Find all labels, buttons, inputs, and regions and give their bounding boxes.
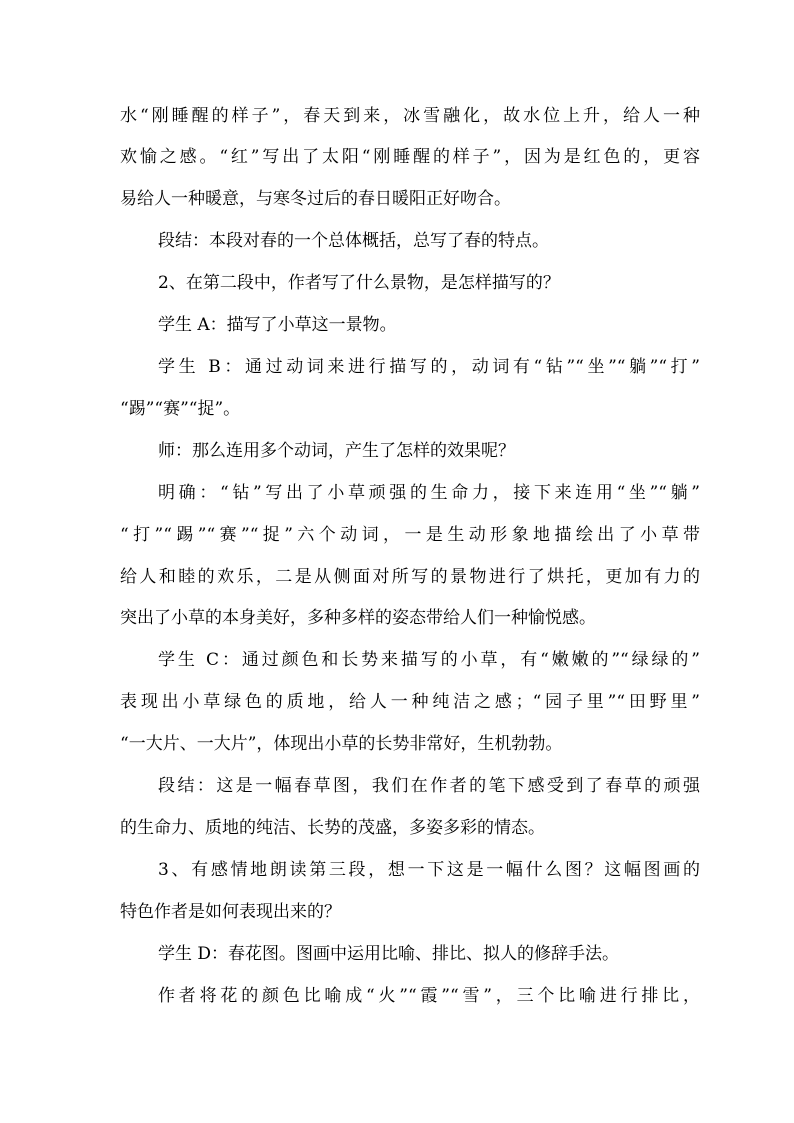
text-line: 学生 D：春花图。图画中运用比喻、排比、拟人的修辞手法。 bbox=[158, 944, 620, 964]
text-line: 学生 A：描写了小草这一景物。 bbox=[158, 315, 397, 335]
text-line: 明确：“钻”写出了小草顽强的生命力，接下来连用“坐”“躺” bbox=[158, 483, 700, 503]
text-line: “一大片、一大片”，体现出小草的长势非常好，生机勃勃。 bbox=[120, 734, 563, 754]
text-line: “打”“踢”“赛”“捉”六个动词，一是生动形象地描绘出了小草带 bbox=[120, 525, 700, 545]
text-line: 突出了小草的本身美好，多种多样的姿态带给人们一种愉悦感。 bbox=[120, 608, 596, 628]
text-line: 给人和睦的欢乐，二是从侧面对所写的景物进行了烘托，更加有力的 bbox=[120, 567, 700, 587]
text-line: 易给人一种暖意，与寒冬过后的春日暖阳正好吻合。 bbox=[120, 189, 511, 209]
text-line: 段结：这是一幅春草图，我们在作者的笔下感受到了春草的顽强 bbox=[158, 776, 700, 796]
text-line: 表现出小草绿色的质地，给人一种纯洁之感；“园子里”“田野里” bbox=[120, 692, 700, 712]
text-line: 学生 C：通过颜色和长势来描写的小草，有“嫩嫩的”“绿绿的” bbox=[158, 650, 700, 670]
text-line: 水“刚睡醒的样子”，春天到来，冰雪融化，故水位上升，给人一种 bbox=[120, 106, 700, 126]
text-line: 欢愉之感。“红”写出了太阳“刚睡醒的样子”，因为是红色的，更容 bbox=[120, 147, 700, 167]
text-line: 段结：本段对春的一个总体概括，总写了春的特点。 bbox=[158, 231, 549, 251]
text-line: 作者将花的颜色比喻成“火”“霞”“雪”，三个比喻进行排比， bbox=[158, 986, 700, 1006]
text-line: 3、有感情地朗读第三段，想一下这是一幅什么图？这幅图画的 bbox=[158, 860, 700, 880]
text-line: 的生命力、质地的纯洁、长势的茂盛，多姿多彩的情态。 bbox=[120, 818, 545, 838]
text-line: 师：那么连用多个动词，产生了怎样的效果呢？ bbox=[158, 441, 515, 461]
text-line: 特色作者是如何表现出来的？ bbox=[120, 902, 341, 922]
text-line: 2、在第二段中，作者写了什么景物，是怎样描写的？ bbox=[158, 273, 560, 293]
text-line: “踢”“赛”“捉”。 bbox=[120, 399, 241, 419]
text-line: 学生 B：通过动词来进行描写的，动词有“钻”“坐”“躺”“打” bbox=[158, 357, 700, 377]
